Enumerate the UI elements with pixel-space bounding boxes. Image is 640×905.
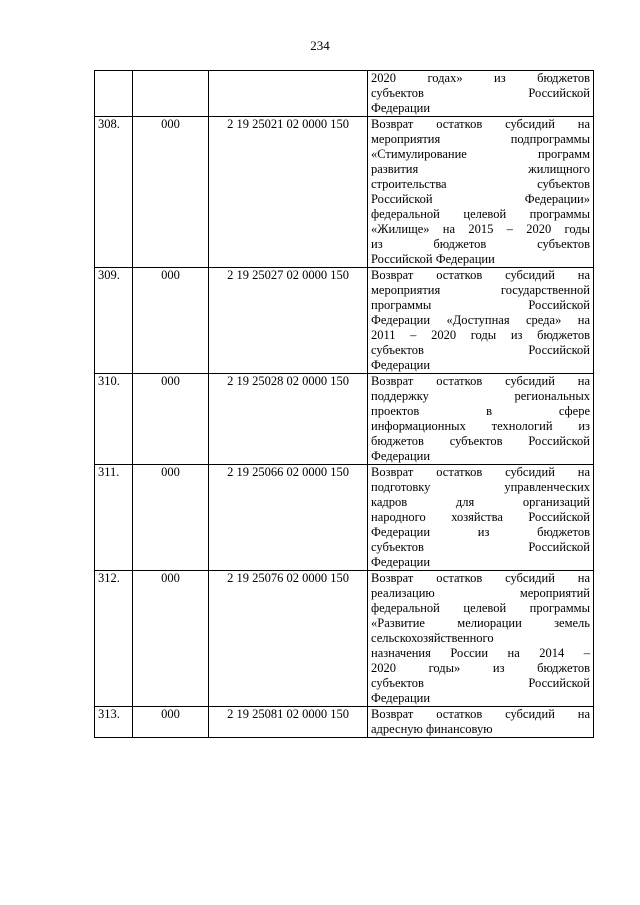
- description-line: мероприятия государственной: [371, 283, 590, 297]
- row-number-cell: 311.: [95, 465, 133, 571]
- description-line: 2020 годах» из бюджетов: [371, 71, 590, 85]
- table-body: [95, 71, 594, 738]
- description-line: назначения России на 2014 –: [371, 646, 590, 660]
- description-line: бюджетов субъектов Российской: [371, 434, 590, 448]
- row-number-cell: 312.: [95, 571, 133, 707]
- revenue-description-cell: [368, 465, 594, 571]
- description-line: Возврат остатков субсидий на: [371, 268, 590, 282]
- description-line: сельскохозяйственного: [371, 631, 494, 645]
- description-line: из бюджетов субъектов: [371, 237, 590, 251]
- description-line: «Стимулирование программ: [371, 147, 590, 161]
- description-line: Возврат остатков субсидий на: [371, 571, 590, 585]
- description-line: программы Российской: [371, 298, 590, 312]
- description-line: Российской Федерации: [371, 252, 495, 266]
- table-row: [95, 117, 594, 268]
- table-row: [95, 71, 594, 117]
- row-number-cell: 309.: [95, 268, 133, 374]
- description-line: Федерации: [371, 449, 431, 463]
- budget-classification-code-cell: 2 19 25028 02 0000 150: [209, 374, 368, 465]
- budget-classification-code-cell: 2 19 25066 02 0000 150: [209, 465, 368, 571]
- description-line: Возврат остатков субсидий на: [371, 374, 590, 388]
- administrator-code-cell: 000: [133, 465, 209, 571]
- table-row: [95, 571, 594, 707]
- table-row: [95, 465, 594, 571]
- description-line: Федерации: [371, 555, 431, 569]
- description-line: Федерации: [371, 691, 431, 705]
- budget-classification-code-cell: 2 19 25081 02 0000 150: [209, 707, 368, 738]
- description-line: федеральной целевой программы: [371, 601, 590, 615]
- budget-classification-code-cell: 2 19 25076 02 0000 150: [209, 571, 368, 707]
- administrator-code-cell: 000: [133, 707, 209, 738]
- description-line: строительства субъектов: [371, 177, 590, 191]
- description-line: поддержку региональных: [371, 389, 590, 403]
- description-line: мероприятия подпрограммы: [371, 132, 590, 146]
- description-line: субъектов Российской: [371, 540, 590, 554]
- page-number: 234: [310, 38, 330, 53]
- description-line: информационных технологий из: [371, 419, 590, 433]
- administrator-code-cell: 000: [133, 268, 209, 374]
- description-line: Федерации «Доступная среда» на: [371, 313, 590, 327]
- budget-classification-code-cell: 2 19 25027 02 0000 150: [209, 268, 368, 374]
- row-number-cell: 310.: [95, 374, 133, 465]
- revenue-description-cell: [368, 571, 594, 707]
- description-line: 2011 – 2020 годы из бюджетов: [371, 328, 590, 342]
- row-number-cell: [95, 71, 133, 117]
- description-line: Возврат остатков субсидий на: [371, 465, 590, 479]
- administrator-code-cell: [133, 71, 209, 117]
- revenue-description-cell: [368, 117, 594, 268]
- description-line: федеральной целевой программы: [371, 207, 590, 221]
- description-line: Возврат остатков субсидий на: [371, 117, 590, 131]
- description-line: субъектов Российской: [371, 86, 590, 100]
- row-number-cell: 308.: [95, 117, 133, 268]
- description-line: народного хозяйства Российской: [371, 510, 590, 524]
- description-line: 2020 годы» из бюджетов: [371, 661, 590, 675]
- revenue-description-cell: [368, 268, 594, 374]
- budget-classification-code-cell: 2 19 25021 02 0000 150: [209, 117, 368, 268]
- revenue-description-cell: [368, 374, 594, 465]
- description-line: развития жилищного: [371, 162, 590, 176]
- description-line: субъектов Российской: [371, 676, 590, 690]
- description-line: проектов в сфере: [371, 404, 590, 418]
- table-row: [95, 707, 594, 738]
- budget-classification-code-cell: [209, 71, 368, 117]
- description-line: кадров для организаций: [371, 495, 590, 509]
- description-line: адресную финансовую: [371, 722, 493, 736]
- description-line: реализацию мероприятий: [371, 586, 590, 600]
- administrator-code-cell: 000: [133, 117, 209, 268]
- row-number-cell: 313.: [95, 707, 133, 738]
- description-line: Федерации: [371, 358, 431, 372]
- table-row: [95, 374, 594, 465]
- description-line: Федерации: [371, 101, 431, 115]
- administrator-code-cell: 000: [133, 571, 209, 707]
- description-line: «Жилище» на 2015 – 2020 годы: [371, 222, 590, 236]
- budget-codes-table: [94, 70, 594, 738]
- description-line: подготовку управленческих: [371, 480, 590, 494]
- revenue-description-cell: [368, 71, 594, 117]
- administrator-code-cell: 000: [133, 374, 209, 465]
- revenue-description-cell: [368, 707, 594, 738]
- description-line: Возврат остатков субсидий на: [371, 707, 590, 721]
- description-line: Федерации из бюджетов: [371, 525, 590, 539]
- table-row: [95, 268, 594, 374]
- description-line: субъектов Российской: [371, 343, 590, 357]
- description-line: «Развитие мелиорации земель: [371, 616, 590, 630]
- description-line: Российской Федерации»: [371, 192, 590, 206]
